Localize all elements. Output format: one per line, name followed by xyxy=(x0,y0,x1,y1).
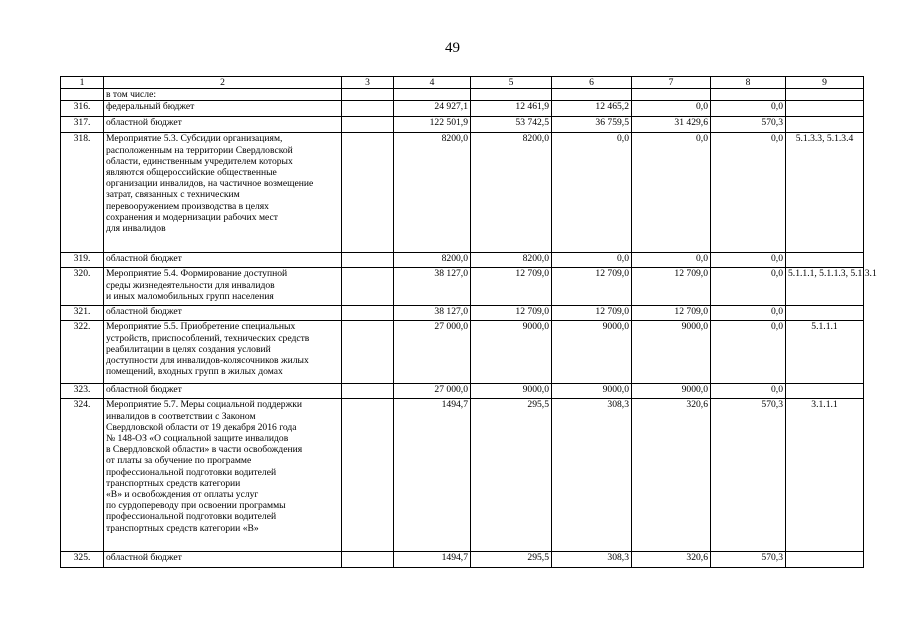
amount-col-5-cell: 12 709,0 xyxy=(471,306,552,321)
amount-col-7-cell: 31 429,6 xyxy=(632,117,711,133)
description-line: помещений, входных групп в жилых домах xyxy=(106,366,283,378)
row-number-cell: 324. xyxy=(61,399,104,552)
amount-col-8-cell: 0,0 xyxy=(711,384,786,399)
amount-col-8-cell: 0,0 xyxy=(711,253,786,268)
amount-col-7-cell: 9000,0 xyxy=(632,384,711,399)
description-cell xyxy=(104,268,342,306)
description-cell xyxy=(104,384,342,399)
column-3-cell xyxy=(342,89,394,101)
amount-col-7-cell: 12 709,0 xyxy=(632,268,711,306)
description-cell xyxy=(104,552,342,568)
column-3-cell xyxy=(342,101,394,117)
table-row xyxy=(61,133,864,253)
row-number-cell: 322. xyxy=(61,321,104,384)
description-line: Свердловской области от 19 декабря 2016 года xyxy=(106,421,297,433)
table-body xyxy=(61,89,877,568)
amount-col-7-cell: 320,6 xyxy=(632,399,711,552)
amount-col-6-cell: 308,3 xyxy=(552,552,632,568)
column-header: 4 xyxy=(394,77,471,89)
total-amount-cell: 8200,0 xyxy=(394,133,471,253)
description-cell xyxy=(104,89,342,101)
row-number-cell: 317. xyxy=(61,117,104,133)
row-number-cell xyxy=(61,89,104,101)
target-ref-cell xyxy=(786,253,864,268)
description-line: перевооружением производства в целях xyxy=(106,200,269,212)
description-cell xyxy=(104,133,342,253)
description-line: транспортных средств категории xyxy=(106,477,241,489)
amount-col-5-cell: 9000,0 xyxy=(471,384,552,399)
amount-col-8-cell: 0,0 xyxy=(711,321,786,384)
amount-col-7-cell: 0,0 xyxy=(632,101,711,117)
amount-col-5-cell: 8200,0 xyxy=(471,253,552,268)
description-cell xyxy=(104,253,342,268)
description-line: транспортных средств категории «В» xyxy=(106,522,259,534)
amount-col-7-cell: 9000,0 xyxy=(632,321,711,384)
amount-col-6-cell: 12 709,0 xyxy=(552,306,632,321)
row-number-cell: 316. xyxy=(61,101,104,117)
column-3-cell xyxy=(342,117,394,133)
target-ref-cell xyxy=(786,117,864,133)
amount-col-5-cell xyxy=(471,89,552,101)
amount-col-8-cell: 570,3 xyxy=(711,399,786,552)
amount-col-7-cell: 320,6 xyxy=(632,552,711,568)
column-header: 5 xyxy=(471,77,552,89)
total-amount-cell: 122 501,9 xyxy=(394,117,471,133)
total-amount-cell: 38 127,0 xyxy=(394,306,471,321)
description-line: № 148-ОЗ «О социальной защите инвалидов xyxy=(106,433,289,445)
description-line: являются общероссийские общественные xyxy=(106,167,277,179)
row-number-cell: 320. xyxy=(61,268,104,306)
amount-col-7-cell: 0,0 xyxy=(632,133,711,253)
column-header: 7 xyxy=(632,77,711,89)
description-line: областной бюджет xyxy=(106,384,182,396)
row-number-cell: 318. xyxy=(61,133,104,253)
description-line: устройств, приспособлений, технических средств xyxy=(106,332,310,344)
table-row xyxy=(61,89,864,101)
column-header: 2 xyxy=(104,77,342,89)
total-amount-cell: 27 000,0 xyxy=(394,384,471,399)
amount-col-8-cell xyxy=(711,89,786,101)
amount-col-8-cell: 0,0 xyxy=(711,268,786,306)
row-number-cell: 319. xyxy=(61,253,104,268)
column-3-cell xyxy=(342,133,394,253)
description-cell xyxy=(104,101,342,117)
column-3-cell xyxy=(342,268,394,306)
row-number-cell: 325. xyxy=(61,552,104,568)
description-line: области, единственным учредителем которых xyxy=(106,155,293,167)
amount-col-6-cell xyxy=(552,89,632,101)
table-row xyxy=(61,399,864,552)
target-ref-cell xyxy=(786,552,864,568)
description-line: инвалидов в соответствии с Законом xyxy=(106,410,256,422)
column-3-cell xyxy=(342,321,394,384)
column-3-cell xyxy=(342,552,394,568)
table-row xyxy=(61,101,864,117)
description-line: Мероприятие 5.7. Меры социальной поддержки xyxy=(106,399,302,411)
description-line: профессиональной подготовки водителей xyxy=(106,466,277,478)
amount-col-5-cell: 9000,0 xyxy=(471,321,552,384)
column-3-cell xyxy=(342,384,394,399)
amount-col-5-cell: 8200,0 xyxy=(471,133,552,253)
description-line: реабилитации в целях создания условий xyxy=(106,343,271,355)
description-cell xyxy=(104,321,342,384)
description-line: и иных маломобильных групп населения xyxy=(106,290,274,302)
target-ref-cell: 5.1.1.1, 5.1.1.3, 5.1.3.1 xyxy=(786,268,864,306)
table-row xyxy=(61,306,864,321)
budget-table xyxy=(60,76,877,568)
column-header: 6 xyxy=(552,77,632,89)
amount-col-5-cell: 12 461,9 xyxy=(471,101,552,117)
table-row xyxy=(61,117,864,133)
description-line: от платы за обучение по программе xyxy=(106,455,252,467)
table-row xyxy=(61,253,864,268)
description-line: в Свердловской области» в части освобождения xyxy=(106,444,303,456)
amount-col-8-cell: 0,0 xyxy=(711,133,786,253)
description-line: областной бюджет xyxy=(106,552,182,564)
target-ref-cell: 5.1.1.1 xyxy=(786,321,864,384)
table-row xyxy=(61,384,864,399)
total-amount-cell: 38 127,0 xyxy=(394,268,471,306)
description-cell xyxy=(104,117,342,133)
total-amount-cell: 27 000,0 xyxy=(394,321,471,384)
total-amount-cell: 24 927,1 xyxy=(394,101,471,117)
table-row xyxy=(61,552,864,568)
target-ref-cell xyxy=(786,384,864,399)
description-line: областной бюджет xyxy=(106,117,182,129)
description-line: «В» и освобождения от оплаты услуг xyxy=(106,489,259,501)
target-ref-cell: 3.1.1.1 xyxy=(786,399,864,552)
column-header: 9 xyxy=(786,77,864,89)
amount-col-8-cell: 0,0 xyxy=(711,101,786,117)
amount-col-8-cell: 0,0 xyxy=(711,306,786,321)
description-line: Мероприятие 5.4. Формирование доступной xyxy=(106,268,288,280)
description-line: по сурдопереводу при освоении программы xyxy=(106,500,286,512)
amount-col-6-cell: 0,0 xyxy=(552,253,632,268)
total-amount-cell xyxy=(394,89,471,101)
table-row xyxy=(61,268,864,306)
amount-col-7-cell: 0,0 xyxy=(632,253,711,268)
description-line: Мероприятие 5.3. Субсидии организациям, xyxy=(106,133,283,145)
amount-col-5-cell: 295,5 xyxy=(471,399,552,552)
description-line: профессиональной подготовки водителей xyxy=(106,511,277,523)
column-3-cell xyxy=(342,399,394,552)
column-header: 3 xyxy=(342,77,394,89)
target-ref-cell xyxy=(786,306,864,321)
row-number-cell: 323. xyxy=(61,384,104,399)
total-amount-cell: 8200,0 xyxy=(394,253,471,268)
amount-col-6-cell: 9000,0 xyxy=(552,384,632,399)
amount-col-6-cell: 12 709,0 xyxy=(552,268,632,306)
amount-col-8-cell: 570,3 xyxy=(711,117,786,133)
amount-col-5-cell: 12 709,0 xyxy=(471,268,552,306)
row-number-cell: 321. xyxy=(61,306,104,321)
description-line: расположенным на территории Свердловской xyxy=(106,144,293,156)
description-line: в том числе: xyxy=(106,89,157,101)
column-header: 8 xyxy=(711,77,786,89)
total-amount-cell: 1494,7 xyxy=(394,552,471,568)
description-line: областной бюджет xyxy=(106,306,182,318)
amount-col-6-cell: 12 465,2 xyxy=(552,101,632,117)
table-header-row xyxy=(61,77,864,89)
target-ref-cell xyxy=(786,101,864,117)
column-3-cell xyxy=(342,306,394,321)
amount-col-5-cell: 295,5 xyxy=(471,552,552,568)
description-line: сохранения и модернизации рабочих мест xyxy=(106,211,278,223)
page-number: 49 xyxy=(445,40,460,56)
description-line: среды жизнедеятельности для инвалидов xyxy=(106,279,275,291)
amount-col-6-cell: 36 759,5 xyxy=(552,117,632,133)
column-3-cell xyxy=(342,253,394,268)
description-line: областной бюджет xyxy=(106,253,182,265)
description-line: доступности для инвалидов-колясочников жилых xyxy=(106,355,309,367)
amount-col-6-cell: 308,3 xyxy=(552,399,632,552)
amount-col-7-cell: 12 709,0 xyxy=(632,306,711,321)
description-line: организации инвалидов, на частичное возмещение xyxy=(106,178,314,190)
description-line: для инвалидов xyxy=(106,223,166,235)
amount-col-5-cell: 53 742,5 xyxy=(471,117,552,133)
table-row xyxy=(61,321,864,384)
description-line: Мероприятие 5.5. Приобретение специальных xyxy=(106,321,296,333)
amount-col-6-cell: 0,0 xyxy=(552,133,632,253)
description-cell xyxy=(104,399,342,552)
amount-col-6-cell: 9000,0 xyxy=(552,321,632,384)
description-cell xyxy=(104,306,342,321)
amount-col-7-cell xyxy=(632,89,711,101)
target-ref-cell xyxy=(786,89,864,101)
description-line: федеральный бюджет xyxy=(106,101,195,113)
description-line: затрат, связанных с техническим xyxy=(106,189,240,201)
amount-col-8-cell: 570,3 xyxy=(711,552,786,568)
total-amount-cell: 1494,7 xyxy=(394,399,471,552)
target-ref-cell: 5.1.3.3, 5.1.3.4 xyxy=(786,133,864,253)
column-header: 1 xyxy=(61,77,104,89)
